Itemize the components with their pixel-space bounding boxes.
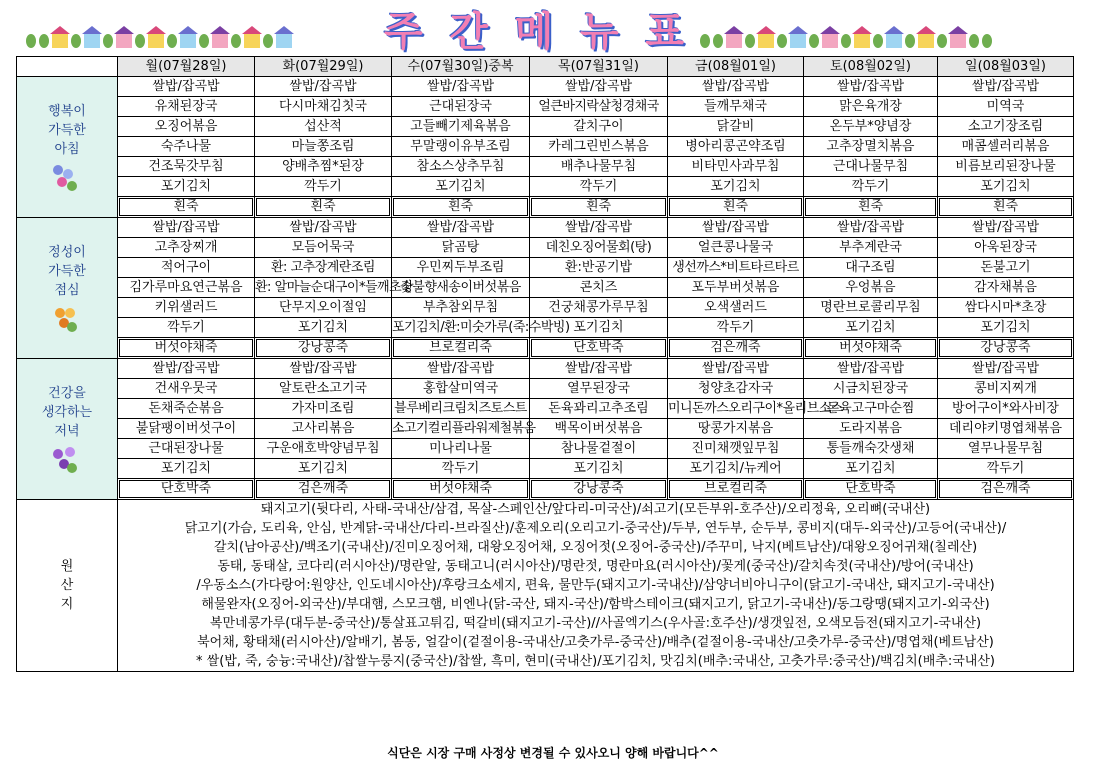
porridge-cell (938, 479, 1074, 500)
menu-row (17, 177, 1074, 197)
porridge-cell (804, 197, 938, 218)
menu-item: 포기김치 (392, 177, 530, 197)
menu-item: 포두부버섯볶음 (668, 278, 804, 298)
porridge-item: 검은깨죽 (939, 480, 1072, 498)
porridge-cell (392, 197, 530, 218)
porridge-item: 버섯야채죽 (393, 480, 528, 498)
menu-item: 깍두기 (255, 177, 392, 197)
menu-item: 쌀밥/잡곡밥 (668, 359, 804, 379)
porridge-cell (938, 338, 1074, 359)
menu-item: 다시마채김칫국 (255, 97, 392, 117)
origin-line: 갈치(남아공산)/백조기(국내산)/진미오징어채, 대왕오징어채, 오징어젓(오징어-중국산)/주꾸미, 낙지(베트남산)/대왕오징어귀채(칠레산) (213, 540, 978, 555)
menu-item: 쌀밥/잡곡밥 (938, 218, 1074, 238)
menu-item: 닭곰탕 (392, 238, 530, 258)
porridge-item: 흰죽 (531, 198, 666, 216)
origin-line: 복만네콩가루(대두분-중국산)/통살표고튀김, 떡갈비(돼지고기-국산)//사골엑기스(우사골:호주산)/생갯잎전, 오색모듬전(돼지고기-국내산) (209, 616, 982, 631)
porridge-item: 단호박죽 (119, 480, 253, 498)
menu-item: 땅콩가지볶음 (668, 419, 804, 439)
porridge-item: 흰죽 (805, 198, 936, 216)
porridge-row (17, 197, 1074, 218)
origin-row (17, 500, 1074, 672)
menu-item: 방어구이*와사비장 (938, 399, 1074, 419)
meal-label-line: 가득한 (48, 263, 86, 279)
menu-item: 쌀밥/잡곡밥 (804, 218, 938, 238)
menu-item: 쌀밥/잡곡밥 (255, 77, 392, 97)
porridge-cell (804, 479, 938, 500)
menu-item: 백목이버섯볶음 (530, 419, 668, 439)
porridge-item: 강낭콩죽 (939, 339, 1072, 357)
menu-item: 포기김치 (118, 459, 255, 479)
menu-item: 쌀밥/잡곡밥 (118, 359, 255, 379)
menu-item: 도라지볶음 (804, 419, 938, 439)
menu-item: 아욱된장국 (938, 238, 1074, 258)
menu-item: 무말랭이유부조림 (392, 137, 530, 157)
menu-row (17, 419, 1074, 439)
origin-label-char: 원 (60, 559, 74, 574)
menu-item: 숯불향새송이버섯볶음 (392, 278, 530, 298)
menu-item: 맑은육개장 (804, 97, 938, 117)
menu-row (17, 117, 1074, 137)
title-char: 간 (449, 8, 488, 55)
origin-line: * 쌀(밥, 죽, 숭늉:국내산)/찹쌀누룽지(중국산)/찹쌀, 흑미, 현미(국내산)/포기김치, 맛김치(배추:국내산, 고춧가루:중국산)/백김치(배추:국내산) (196, 654, 995, 669)
day-header-row (17, 57, 1074, 77)
origin-line: 동태, 동태살, 코다리(러시아산)/명란알, 동태고니(러시아산)/명란젓, 명란마요(러시아산)/꽃게(중국산)/갈치속젓(국내산)/방어(국내산) (217, 559, 974, 574)
menu-row (17, 97, 1074, 117)
origin-line: 북어채, 황태채(러시아산)/알배기, 봄동, 얼갈이(겉절이용-국내산/고춧가루-중국산)/배추(겉절이용-국내산/고춧가루-중국산)/명엽채(베트남산) (197, 635, 994, 650)
menu-row (17, 157, 1074, 177)
menu-item: 블루베리크림치즈토스트 (392, 399, 530, 419)
footer-note: 식단은 시장 구매 사정상 변경될 수 있사오니 양해 바랍니다^^ (387, 746, 719, 760)
menu-item: 쌀밥/잡곡밥 (392, 77, 530, 97)
menu-item: 돈불고기 (938, 258, 1074, 278)
porridge-cell (530, 338, 668, 359)
porridge-row (17, 338, 1074, 359)
menu-item: 돈채죽순볶음 (118, 399, 255, 419)
menu-item: 소고기컬리플라워제철볶음 (392, 419, 530, 439)
menu-item: 콘치즈 (530, 278, 668, 298)
origin-line: 돼지고기(뒷다리, 사태-국내산/삼겹, 목살-스페인산/앞다리-미국산)/쇠고기(모든부위-호주산)/오리정육, 오리뼈(국내산) (260, 502, 931, 517)
meal-label-line: 건강을 (48, 385, 86, 401)
menu-item: 홍합살미역국 (392, 379, 530, 399)
porridge-item: 강낭콩죽 (256, 339, 390, 357)
menu-item: 깍두기 (530, 177, 668, 197)
menu-item: 키위샐러드 (118, 298, 255, 318)
menu-item: 포기김치 (668, 177, 804, 197)
menu-item: 돈육고구마순찜 (804, 399, 938, 419)
porridge-cell (392, 338, 530, 359)
menu-item: 얼큰바지락살청경채국 (530, 97, 668, 117)
menu-item: 환: 고추장계란조림 (255, 258, 392, 278)
menu-item: 돈육꽈리고추조림 (530, 399, 668, 419)
menu-item: 데리야키명엽채볶음 (938, 419, 1074, 439)
porridge-item: 검은깨죽 (256, 480, 390, 498)
origin-label (17, 500, 118, 672)
porridge-item: 검은깨죽 (669, 339, 802, 357)
menu-item: 쌀밥/잡곡밥 (938, 77, 1074, 97)
menu-item: 참소스상추무침 (392, 157, 530, 177)
menu-row (17, 379, 1074, 399)
menu-item: 깍두기 (938, 459, 1074, 479)
menu-item: 건궁채콩가루무침 (530, 298, 668, 318)
menu-item: 포기김치 (804, 318, 938, 338)
title-char: 뉴 (579, 8, 619, 55)
origin-line: 닭고기(가슴, 도리육, 안심, 반계닭-국내산/다리-브라질산)/훈제오리(오리고기-중국산)/두부, 연두부, 순두부, 콩비지(대두-외국산)/고등어(국내산)/ (184, 521, 1007, 536)
menu-item: 청양초감자국 (668, 379, 804, 399)
porridge-cell (118, 479, 255, 500)
menu-item: 미니돈까스오리구이*올리브소스 (668, 399, 804, 419)
origin-line: /우동소스(가다랑어:원양산, 인도네시아산)/후랑크소세지, 편육, 물만두(돼지고기-국내산)/삼양너비아니구이(닭고기-국내산, 돼지고기-국내산) (196, 578, 995, 593)
day-header: 화(07월29일) (255, 57, 392, 77)
menu-item: 온두부*양념장 (804, 117, 938, 137)
menu-item: 오색샐러드 (668, 298, 804, 318)
menu-item: 깍두기 (392, 459, 530, 479)
porridge-cell (530, 479, 668, 500)
menu-item: 구운애호박양념무침 (255, 439, 392, 459)
menu-item: 고들빼기제육볶음 (392, 117, 530, 137)
menu-row (17, 258, 1074, 278)
flower-pot-icon (53, 447, 81, 475)
day-header: 목(07월31일) (530, 57, 668, 77)
menu-item: 쌀밥/잡곡밥 (668, 77, 804, 97)
banner (0, 0, 1106, 54)
porridge-item: 단호박죽 (531, 339, 666, 357)
origin-label-char: 산 (60, 578, 74, 593)
menu-item: 쌀밥/잡곡밥 (392, 359, 530, 379)
menu-item: 건새우뭇국 (118, 379, 255, 399)
meal-label-line: 정성이 (48, 244, 86, 260)
day-header: 일(08월03일) (938, 57, 1074, 77)
meal-label-line: 행복이 (48, 103, 86, 119)
menu-item: 유채된장국 (118, 97, 255, 117)
menu-item: 포기김치 (804, 459, 938, 479)
menu-row (17, 359, 1074, 379)
menu-item: 배추나물무침 (530, 157, 668, 177)
menu-item: 생선까스*비트타르타르 (668, 258, 804, 278)
porridge-item: 흰죽 (393, 198, 528, 216)
menu-item: 근대나물무침 (804, 157, 938, 177)
header-corner (17, 57, 118, 77)
menu-item: 열무된장국 (530, 379, 668, 399)
porridge-item: 단호박죽 (805, 480, 936, 498)
menu-item: 비름보리된장나물 (938, 157, 1074, 177)
menu-item: 시금치된장국 (804, 379, 938, 399)
menu-item: 비타민사과무침 (668, 157, 804, 177)
menu-row (17, 238, 1074, 258)
menu-item: 쌀밥/잡곡밥 (804, 359, 938, 379)
menu-item: 쌀밥/잡곡밥 (118, 218, 255, 238)
day-header: 금(08월01일) (668, 57, 804, 77)
menu-item: 깍두기 (668, 318, 804, 338)
village-decoration-right (700, 10, 992, 48)
meal-label-line: 저녁 (54, 423, 80, 439)
menu-item: 쌀밥/잡곡밥 (118, 77, 255, 97)
menu-item: 데친오징어물회(탕) (530, 238, 668, 258)
day-header: 월(07월28일) (118, 57, 255, 77)
menu-item: 포기김치 (938, 318, 1074, 338)
porridge-item: 브로컬리죽 (393, 339, 528, 357)
porridge-cell (255, 197, 392, 218)
porridge-item: 흰죽 (119, 198, 253, 216)
menu-item: 포기김치/뉴케어 (668, 459, 804, 479)
menu-item: 갈치구이 (530, 117, 668, 137)
menu-item: 명란브로콜리무침 (804, 298, 938, 318)
menu-item: 쌀밥/잡곡밥 (392, 218, 530, 238)
menu-item: 카레그린빈스볶음 (530, 137, 668, 157)
flower-pot-icon (53, 306, 81, 334)
menu-item: 소고기장조림 (938, 117, 1074, 137)
menu-item: 포기김치 (938, 177, 1074, 197)
origin-text (118, 500, 1074, 672)
menu-item: 통들깨숙갓생채 (804, 439, 938, 459)
menu-item: 깍두기 (804, 177, 938, 197)
porridge-cell (668, 479, 804, 500)
porridge-cell (255, 479, 392, 500)
menu-item: 김가루마요연근볶음 (118, 278, 255, 298)
menu-row (17, 77, 1074, 97)
menu-item: 깍두기 (118, 318, 255, 338)
meal-label (17, 359, 118, 500)
porridge-cell (255, 338, 392, 359)
day-header: 수(07월30일)중복 (392, 57, 530, 77)
menu-row (17, 218, 1074, 238)
menu-item: 건조묵갓무침 (118, 157, 255, 177)
menu-item: 쌈다시마*초장 (938, 298, 1074, 318)
menu-item: 병아리콩곤약조림 (668, 137, 804, 157)
menu-item: 매콤셀러리볶음 (938, 137, 1074, 157)
menu-item: 오징어볶음 (118, 117, 255, 137)
menu-item: 고사리볶음 (255, 419, 392, 439)
porridge-cell (530, 197, 668, 218)
menu-item: 얼큰콩나물국 (668, 238, 804, 258)
porridge-cell (668, 338, 804, 359)
menu-item: 들깨무채국 (668, 97, 804, 117)
menu-item: 근대된장국 (392, 97, 530, 117)
menu-item: 포기김치/환:미숫가루(죽:수박빙) (392, 318, 530, 338)
porridge-cell (118, 197, 255, 218)
porridge-item: 강낭콩죽 (531, 480, 666, 498)
menu-item: 마늘쫑조림 (255, 137, 392, 157)
porridge-item: 흰죽 (669, 198, 802, 216)
menu-item: 포기김치 (530, 459, 668, 479)
menu-item: 쌀밥/잡곡밥 (255, 359, 392, 379)
menu-item: 쌀밥/잡곡밥 (804, 77, 938, 97)
menu-item: 포기김치 (255, 318, 392, 338)
menu-item: 감자채볶음 (938, 278, 1074, 298)
menu-row (17, 459, 1074, 479)
menu-item: 쌀밥/잡곡밥 (668, 218, 804, 238)
porridge-item: 브로컬리죽 (669, 480, 802, 498)
flower-pot-icon (53, 165, 81, 193)
weekly-menu-table (16, 56, 1074, 672)
porridge-item: 흰죽 (256, 198, 390, 216)
menu-item: 미나리나물 (392, 439, 530, 459)
menu-item: 포기김치 (530, 318, 668, 338)
menu-item: 섭산적 (255, 117, 392, 137)
porridge-row (17, 479, 1074, 500)
porridge-cell (938, 197, 1074, 218)
origin-label-char: 지 (60, 597, 74, 612)
meal-label (17, 218, 118, 359)
origin-line: 해물완자(오징어-외국산)/부대햄, 스모크햄, 비엔나(닭-국산, 돼지-국산)/함박스테이크(돼지고기, 닭고기-국내산)/동그랑땡(돼지고기-외국산) (201, 597, 990, 612)
porridge-item: 버섯야채죽 (805, 339, 936, 357)
title-char: 표 (645, 8, 684, 55)
menu-item: 모듬어묵국 (255, 238, 392, 258)
menu-item: 진미채깻잎무침 (668, 439, 804, 459)
porridge-cell (118, 338, 255, 359)
menu-row (17, 137, 1074, 157)
meal-label-line: 가득한 (48, 122, 86, 138)
menu-item: 양배추찜*된장 (255, 157, 392, 177)
menu-item: 부추참외무침 (392, 298, 530, 318)
menu-row (17, 278, 1074, 298)
menu-item: 부추계란국 (804, 238, 938, 258)
menu-item: 닭갈비 (668, 117, 804, 137)
porridge-cell (668, 197, 804, 218)
menu-row (17, 298, 1074, 318)
page-title (384, 4, 684, 55)
menu-item: 열무나물무침 (938, 439, 1074, 459)
menu-item: 콩비지찌개 (938, 379, 1074, 399)
day-header: 토(08월02일) (804, 57, 938, 77)
menu-item: 쌀밥/잡곡밥 (938, 359, 1074, 379)
menu-row (17, 399, 1074, 419)
porridge-item: 버섯야채죽 (119, 339, 253, 357)
porridge-cell (804, 338, 938, 359)
menu-item: 쌀밥/잡곡밥 (530, 77, 668, 97)
menu-item: 환: 알마늘순대구이*들깨초장 (255, 278, 392, 298)
menu-item: 근대된장나물 (118, 439, 255, 459)
menu-item: 가자미조림 (255, 399, 392, 419)
menu-item: 환:반공기밥 (530, 258, 668, 278)
menu-item: 대구조림 (804, 258, 938, 278)
porridge-cell (392, 479, 530, 500)
menu-item: 참나물겉절이 (530, 439, 668, 459)
title-char: 메 (514, 8, 554, 55)
menu-item: 미역국 (938, 97, 1074, 117)
menu-item: 적어구이 (118, 258, 255, 278)
title-char: 주 (384, 8, 423, 55)
menu-item: 우민찌두부조림 (392, 258, 530, 278)
menu-item: 단무지오이절임 (255, 298, 392, 318)
menu-item: 쌀밥/잡곡밥 (530, 359, 668, 379)
meal-label (17, 77, 118, 218)
menu-item: 숙주나물 (118, 137, 255, 157)
menu-item: 불닭팽이버섯구이 (118, 419, 255, 439)
menu-item: 쌀밥/잡곡밥 (255, 218, 392, 238)
menu-row (17, 439, 1074, 459)
menu-item: 쌀밥/잡곡밥 (530, 218, 668, 238)
menu-item: 고추장멸치볶음 (804, 137, 938, 157)
meal-label-line: 아침 (54, 141, 80, 157)
porridge-item: 흰죽 (939, 198, 1072, 216)
village-decoration-left (26, 10, 292, 48)
menu-item: 포기김치 (118, 177, 255, 197)
menu-item: 알토란소고기국 (255, 379, 392, 399)
meal-label-line: 생각하는 (41, 404, 93, 420)
meal-label-line: 점심 (54, 282, 80, 298)
menu-item: 고추장찌개 (118, 238, 255, 258)
menu-item: 포기김치 (255, 459, 392, 479)
menu-item: 우엉볶음 (804, 278, 938, 298)
menu-row (17, 318, 1074, 338)
